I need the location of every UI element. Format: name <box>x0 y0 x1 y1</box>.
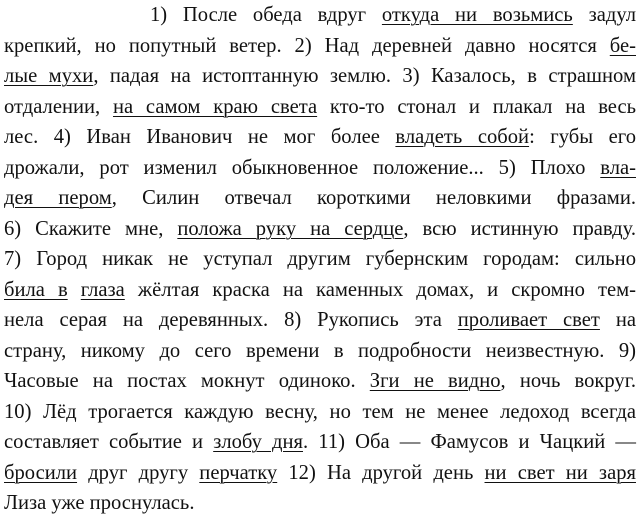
underlined-phrase: положа руку на сердце <box>177 217 404 240</box>
underlined-phrase: откуда ни возьмись <box>381 4 573 26</box>
text-segment: отдалении, <box>4 95 113 118</box>
text-line <box>4 61 636 91</box>
text-line <box>4 397 636 427</box>
text-segment: 1) После обеда вдруг <box>150 4 382 26</box>
text-line <box>4 153 636 183</box>
text-line <box>4 275 636 305</box>
underlined-phrase: проливает свет <box>457 309 600 331</box>
text-line <box>4 183 636 213</box>
underlined-phrase: била в <box>4 278 68 301</box>
text-segment: страну, никому до сего времени в подробности неизвестную. 9) <box>4 339 636 362</box>
text-line <box>4 427 636 457</box>
text-segment: лес. 4) Иван Иванович не мог более <box>4 126 396 148</box>
text-segment: , всю истинную правду. <box>403 217 636 240</box>
text-line <box>4 214 636 244</box>
underlined-phrase: бросили <box>4 461 78 484</box>
text-segment: 7) Город никак не уступал другим губернским городам: сильно <box>4 248 636 270</box>
underlined-phrase: Зги не видно <box>369 370 501 392</box>
text-segment: дрожали, рот изменил обыкновенное положение... 5) Плохо <box>4 156 601 179</box>
text-line <box>4 488 636 518</box>
text-segment: Лиза уже проснулась. <box>4 492 195 514</box>
underlined-phrase: бе- <box>609 34 636 57</box>
text-segment: нела серая на деревянных. 8) Рукопись эта <box>4 309 458 331</box>
text-segment: крепкий, но попутный ветер. 2) Над деревней давно носятся <box>4 34 610 57</box>
text-line <box>4 31 636 61</box>
underlined-phrase: на самом краю света <box>112 95 318 118</box>
underlined-phrase: злобу дня <box>213 431 303 453</box>
text-line <box>4 305 636 335</box>
underlined-phrase: глаза <box>80 278 125 301</box>
text-segment: задул <box>572 4 637 26</box>
text-segment: 10) Лёд трогается каждую весну, но тем не менее ледоход всегда <box>4 400 636 423</box>
text-segment: : губы его <box>529 126 636 148</box>
text-segment: составляет событие и <box>4 431 214 453</box>
text-segment: 12) На другой день <box>277 461 485 484</box>
underlined-phrase: лые мухи <box>4 65 94 87</box>
text-line <box>4 366 636 396</box>
text-segment: , падая на истоптанную землю. 3) Казалось, в страшном <box>93 65 636 87</box>
underlined-phrase: ни свет ни заря <box>484 461 636 484</box>
text-segment: друг другу <box>77 461 200 484</box>
text-line <box>4 244 636 274</box>
text-line <box>4 336 636 366</box>
text-line <box>4 122 636 152</box>
underlined-phrase: владеть собой <box>395 126 530 148</box>
text-segment: , Силин отвечал короткими неловкими фразами. <box>111 187 636 209</box>
text-segment: . 11) Оба — Фамусов и Чацкий — <box>303 431 636 453</box>
underlined-phrase: вла- <box>600 156 636 179</box>
text-line <box>4 92 636 122</box>
text-segment: , ночь вокруг. <box>500 370 636 392</box>
text-segment: жёлтая краска на каменных домах, и скромно тем- <box>124 278 636 301</box>
text-segment: 6) Скажите мне, <box>4 217 178 240</box>
text-segment: Часовые на постах мокнут одиноко. <box>4 370 370 392</box>
text-segment <box>68 279 81 301</box>
underlined-phrase: дея пером <box>4 187 112 209</box>
text-line <box>4 458 636 488</box>
text-line <box>150 0 636 30</box>
text-segment: на <box>599 309 637 331</box>
text-segment: кто-то стонал и плакал на весь <box>317 95 636 118</box>
underlined-phrase: перчатку <box>199 461 278 484</box>
